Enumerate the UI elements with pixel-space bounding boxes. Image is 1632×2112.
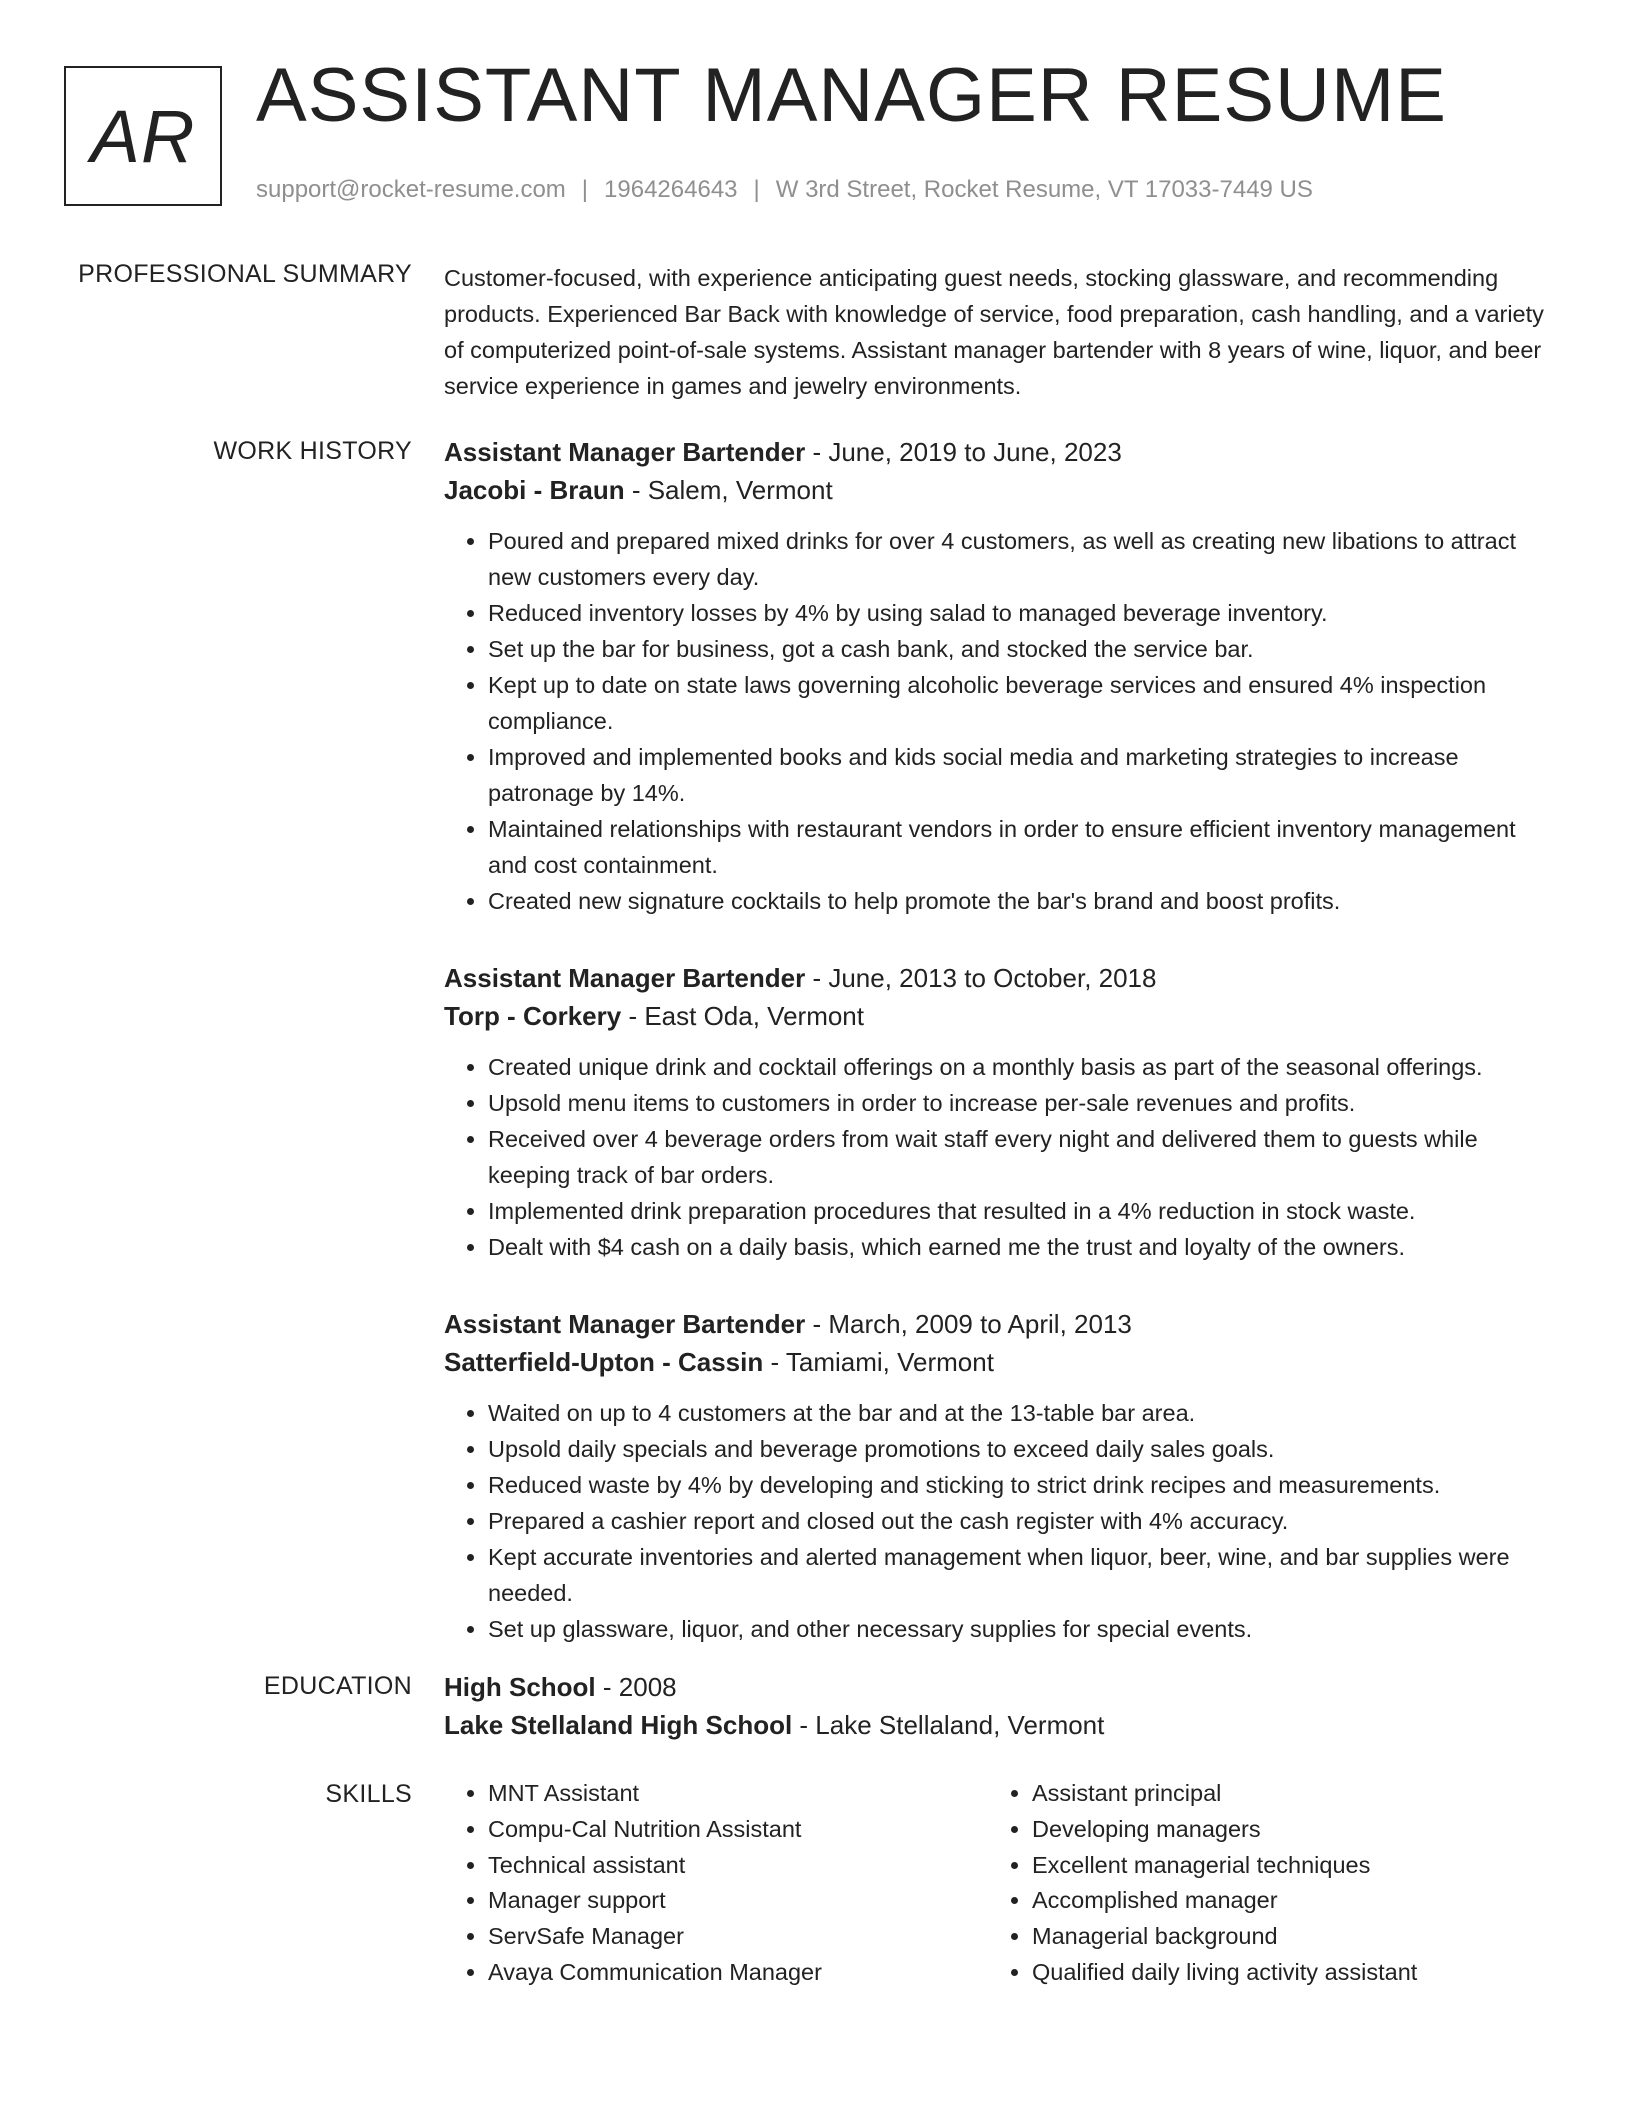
- job-entry: [444, 959, 1559, 1265]
- contact-separator: |: [581, 176, 589, 203]
- job-title: Assistant Manager Bartender: [444, 437, 806, 467]
- education-degree-line: [444, 1668, 1559, 1706]
- skill-item: • Manager support: [488, 1883, 988, 1919]
- summary-text: Customer-focused, with experience anticipating guest needs, stocking glassware, and recommending products. Experienced Bar Back with knowledge of service, food preparation, cash handling, and a variety of computerized point-of-sale systems. Assistant manager bartender with 8 years of wine, liquor, and beer service experience in games and jewelry environments.: [444, 265, 1544, 399]
- contact-separator: |: [753, 176, 760, 203]
- skill-item: • Accomplished manager: [1032, 1883, 1532, 1919]
- skill-item: • Managerial background: [1032, 1919, 1532, 1955]
- job-bullet: • Created unique drink and cocktail offerings on a monthly basis as part of the seasonal offerings.: [488, 1049, 1559, 1085]
- education-year: - 2008: [595, 1672, 677, 1702]
- contact-email: support@rocket-resume.com: [256, 176, 566, 203]
- resume-title: ASSISTANT MANAGER RESUME: [256, 53, 1447, 138]
- job-bullet: • Reduced waste by 4% by developing and sticking to strict drink recipes and measurements.: [488, 1467, 1559, 1503]
- job-entry: [444, 433, 1559, 919]
- section-label-skills: SKILLS: [325, 1780, 412, 1808]
- skill-item: • Assistant principal: [1032, 1776, 1532, 1812]
- job-bullet: • Upsold daily specials and beverage promotions to exceed daily sales goals.: [488, 1431, 1559, 1467]
- job-company: Satterfield-Upton - Cassin: [444, 1347, 764, 1377]
- education-location: - Lake Stellaland, Vermont: [792, 1710, 1105, 1740]
- job-bullet: • Reduced inventory losses by 4% by using salad to managed beverage inventory.: [488, 595, 1559, 631]
- job-bullet: • Waited on up to 4 customers at the bar and at the 13-table bar area.: [488, 1395, 1559, 1431]
- monogram-badge: AR: [64, 66, 222, 206]
- job-bullet: • Set up glassware, liquor, and other necessary supplies for special events.: [488, 1611, 1559, 1647]
- job-location: - Salem, Vermont: [624, 475, 833, 505]
- job-bullets: [444, 523, 1559, 919]
- skill-item: • Compu-Cal Nutrition Assistant: [488, 1812, 988, 1848]
- job-bullet: • Dealt with $4 cash on a daily basis, which earned me the trust and loyalty of the owners.: [488, 1229, 1559, 1265]
- job-bullet: • Created new signature cocktails to help promote the bar's brand and boost profits.: [488, 883, 1559, 919]
- education-degree: High School: [444, 1672, 596, 1702]
- skill-item: • Developing managers: [1032, 1812, 1532, 1848]
- section-label-summary: PROFESSIONAL SUMMARY: [78, 260, 412, 288]
- skills-column-2: [988, 1776, 1532, 1991]
- skills-columns: [444, 1776, 1559, 1991]
- job-bullet: • Maintained relationships with restaurant vendors in order to ensure efficient inventory management and cost containment.: [488, 811, 1559, 883]
- job-company: Torp - Corkery: [444, 1001, 622, 1031]
- job-location: - Tamiami, Vermont: [763, 1347, 994, 1377]
- job-bullet: • Kept up to date on state laws governing alcoholic beverage services and ensured 4% inspection compliance.: [488, 667, 1559, 739]
- job-bullet: • Upsold menu items to customers in order to increase per-sale revenues and profits.: [488, 1085, 1559, 1121]
- skill-item: • Technical assistant: [488, 1848, 988, 1884]
- education-school: Lake Stellaland High School: [444, 1710, 793, 1740]
- job-title: Assistant Manager Bartender: [444, 963, 806, 993]
- education-school-line: [444, 1706, 1559, 1744]
- job-title-line: [444, 959, 1559, 997]
- job-location: - East Oda, Vermont: [621, 1001, 864, 1031]
- job-bullet: • Set up the bar for business, got a cash bank, and stocked the service bar.: [488, 631, 1559, 667]
- job-title-line: [444, 433, 1559, 471]
- contact-phone: 1964264643: [604, 176, 738, 203]
- skill-item: • ServSafe Manager: [488, 1919, 988, 1955]
- job-dates: - June, 2019 to June, 2023: [805, 437, 1122, 467]
- section-label-education: EDUCATION: [263, 1672, 412, 1700]
- job-dates: - June, 2013 to October, 2018: [805, 963, 1157, 993]
- jobs-list: [444, 433, 1559, 1687]
- skill-item: • Excellent managerial techniques: [1032, 1848, 1532, 1884]
- job-title: Assistant Manager Bartender: [444, 1309, 806, 1339]
- job-dates: - March, 2009 to April, 2013: [805, 1309, 1132, 1339]
- job-title-line: [444, 1305, 1559, 1343]
- skill-item: • Qualified daily living activity assistant: [1032, 1955, 1532, 1991]
- job-bullet: • Poured and prepared mixed drinks for over 4 customers, as well as creating new libations to attract new customers every day.: [488, 523, 1559, 595]
- job-bullet: • Received over 4 beverage orders from wait staff every night and delivered them to guests while keeping track of bar orders.: [488, 1121, 1559, 1193]
- contact-line: [256, 176, 1313, 204]
- job-bullet: • Implemented drink preparation procedures that resulted in a 4% reduction in stock waste.: [488, 1193, 1559, 1229]
- job-entry: [444, 1305, 1559, 1647]
- job-bullets: [444, 1049, 1559, 1265]
- skills-column-1: [444, 1776, 988, 1991]
- job-company: Jacobi - Braun: [444, 475, 625, 505]
- skill-item: • Avaya Communication Manager: [488, 1955, 988, 1991]
- job-company-line: [444, 471, 1559, 509]
- section-label-work: WORK HISTORY: [213, 437, 412, 465]
- job-company-line: [444, 1343, 1559, 1381]
- contact-address: W 3rd Street, Rocket Resume, VT 17033-7449 US: [775, 176, 1313, 203]
- job-bullets: [444, 1395, 1559, 1647]
- job-bullet: • Prepared a cashier report and closed out the cash register with 4% accuracy.: [488, 1503, 1559, 1539]
- skill-item: • MNT Assistant: [488, 1776, 988, 1812]
- job-bullet: • Kept accurate inventories and alerted management when liquor, beer, wine, and bar supplies were needed.: [488, 1539, 1559, 1611]
- job-bullet: • Improved and implemented books and kids social media and marketing strategies to increase patronage by 14%.: [488, 739, 1559, 811]
- job-company-line: [444, 997, 1559, 1035]
